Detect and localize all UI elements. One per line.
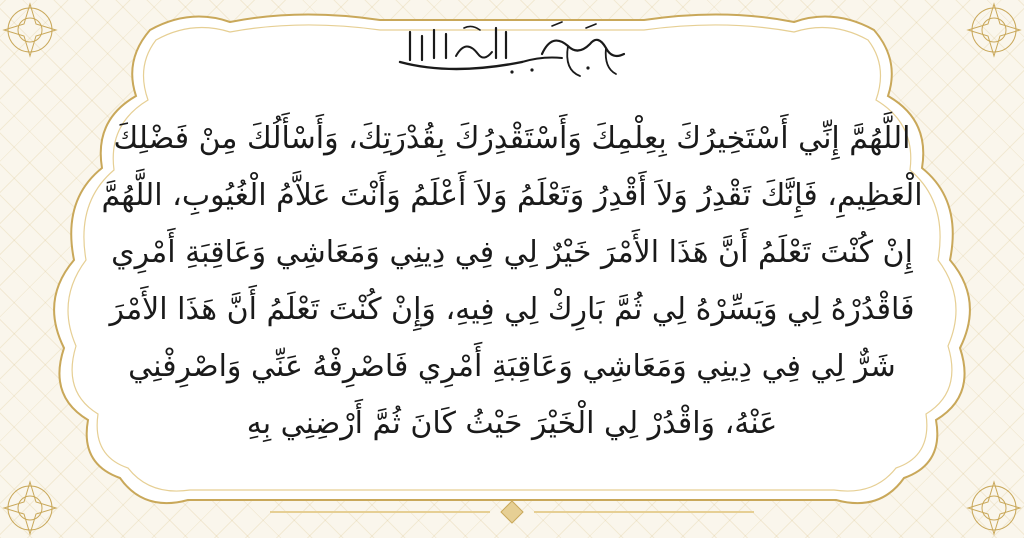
dua-text <box>92 110 932 452</box>
basmala-calligraphy <box>392 18 632 84</box>
dua-line-5: شَرٌّ لِي فِي دِينِي وَمَعَاشِي وَعَاقِبَةِ أَمْرِي فَاصْرِفْهُ عَنِّي وَاصْرِفْنِي <box>128 349 896 384</box>
dua-line-3: إِنْ كُنْتَ تَعْلَمُ أَنَّ هَذَا الأَمْرَ خَيْرٌ لِي فِي دِينِي وَمَعَاشِي وَعَاقِبَةِ أَمْرِي <box>111 235 913 270</box>
ornamental-divider <box>270 498 754 526</box>
corner-ornament-top-right <box>968 4 1020 56</box>
corner-ornament-top-left <box>4 4 56 56</box>
dua-line-2: الْعَظِيمِ، فَإِنَّكَ تَقْدِرُ وَلاَ أَقْدِرُ وَتَعْلَمُ وَلاَ أَعْلَمُ وَأَنْتَ عَلاَّمُ الْغُيُوبِ، اللَّهُمَّ <box>101 178 923 213</box>
dua-line-6: عَنْهُ، وَاقْدُرْ لِي الْخَيْرَ حَيْثُ كَانَ ثُمَّ أَرْضِنِي بِهِ <box>246 406 778 441</box>
dua-line-4: فَاقْدُرْهُ لِي وَيَسِّرْهُ لِي ثُمَّ بَارِكْ لِي فِيهِ، وَإِنْ كُنْتَ تَعْلَمُ أَنَّ هَذَا الأَمْرَ <box>109 292 915 327</box>
corner-ornament-bottom-left <box>4 482 56 534</box>
corner-ornament-bottom-right <box>968 482 1020 534</box>
dua-line-1: اللَّهُمَّ إِنِّي أَسْتَخِيرُكَ بِعِلْمِكَ وَأَسْتَقْدِرُكَ بِقُدْرَتِكَ، وَأَسْأَلُكَ مِنْ فَضْلِكَ <box>113 121 911 156</box>
